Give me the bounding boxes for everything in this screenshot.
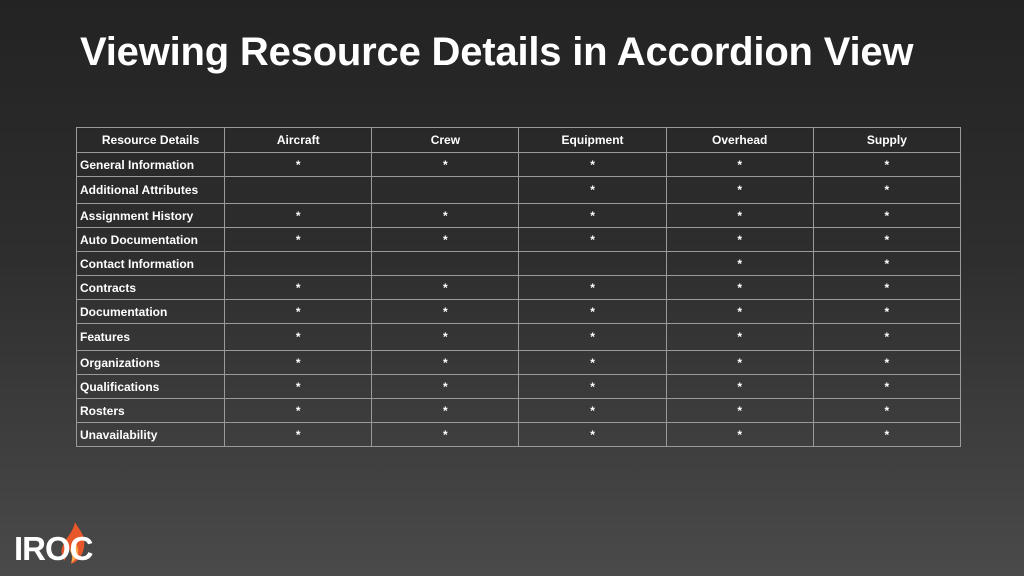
table-cell: * — [519, 228, 666, 252]
table-cell: * — [519, 177, 666, 204]
table-cell: * — [813, 375, 960, 399]
table-cell: * — [519, 300, 666, 324]
table-cell: * — [372, 204, 519, 228]
table-cell: * — [666, 228, 813, 252]
table-cell: * — [372, 276, 519, 300]
table-cell: * — [666, 375, 813, 399]
row-label: Organizations — [77, 351, 225, 375]
table-row — [77, 399, 961, 423]
table-cell: * — [225, 423, 372, 447]
column-header-overhead: Overhead — [666, 128, 813, 153]
table-row — [77, 300, 961, 324]
table-cell: * — [372, 300, 519, 324]
table-cell: * — [813, 300, 960, 324]
row-label: Contact Information — [77, 252, 225, 276]
row-label: Documentation — [77, 300, 225, 324]
table-cell: * — [813, 423, 960, 447]
table-cell: * — [225, 324, 372, 351]
row-label: Auto Documentation — [77, 228, 225, 252]
column-header-equipment: Equipment — [519, 128, 666, 153]
table-cell — [519, 252, 666, 276]
table-row — [77, 252, 961, 276]
table-cell — [225, 252, 372, 276]
table-cell: * — [225, 351, 372, 375]
table-cell: * — [372, 375, 519, 399]
logo-text: IROC — [14, 530, 93, 567]
table-cell — [372, 177, 519, 204]
table-cell — [225, 177, 372, 204]
table-cell: * — [666, 399, 813, 423]
row-label: General Information — [77, 153, 225, 177]
table-row — [77, 228, 961, 252]
table-cell: * — [666, 423, 813, 447]
table-row — [77, 375, 961, 399]
table-cell: * — [666, 300, 813, 324]
table-cell: * — [372, 423, 519, 447]
table-cell: * — [372, 324, 519, 351]
table-cell: * — [519, 204, 666, 228]
table-cell: * — [813, 351, 960, 375]
iroc-logo — [14, 520, 124, 570]
table-cell: * — [225, 276, 372, 300]
table-cell: * — [666, 177, 813, 204]
table-cell: * — [519, 351, 666, 375]
table-row — [77, 324, 961, 351]
column-header-crew: Crew — [372, 128, 519, 153]
table-cell: * — [372, 153, 519, 177]
table-cell: * — [519, 423, 666, 447]
table-row — [77, 177, 961, 204]
table-cell: * — [519, 153, 666, 177]
table-cell: * — [666, 351, 813, 375]
table-cell: * — [813, 177, 960, 204]
table-cell: * — [813, 324, 960, 351]
table-cell: * — [813, 399, 960, 423]
row-label: Rosters — [77, 399, 225, 423]
column-header-resource-details: Resource Details — [77, 128, 225, 153]
column-header-aircraft: Aircraft — [225, 128, 372, 153]
table-cell: * — [519, 276, 666, 300]
table-row — [77, 153, 961, 177]
table-cell: * — [519, 375, 666, 399]
table-cell: * — [666, 252, 813, 276]
table-row — [77, 276, 961, 300]
table-cell: * — [372, 351, 519, 375]
table-cell: * — [225, 300, 372, 324]
table-cell: * — [372, 228, 519, 252]
row-label: Contracts — [77, 276, 225, 300]
row-label: Additional Attributes — [77, 177, 225, 204]
table-row — [77, 204, 961, 228]
row-label: Unavailability — [77, 423, 225, 447]
column-header-supply: Supply — [813, 128, 960, 153]
table-cell: * — [813, 252, 960, 276]
table-cell: * — [372, 399, 519, 423]
table-cell: * — [813, 228, 960, 252]
table-cell: * — [225, 399, 372, 423]
resource-details-table-container — [76, 127, 961, 447]
slide-title: Viewing Resource Details in Accordion View — [80, 30, 914, 74]
table-cell: * — [225, 375, 372, 399]
table-cell — [372, 252, 519, 276]
table-cell: * — [666, 153, 813, 177]
table-cell: * — [666, 324, 813, 351]
table-cell: * — [225, 228, 372, 252]
table-cell: * — [666, 204, 813, 228]
table-cell: * — [519, 324, 666, 351]
resource-details-table — [76, 127, 961, 447]
table-cell: * — [813, 276, 960, 300]
table-row — [77, 351, 961, 375]
table-cell: * — [813, 153, 960, 177]
table-cell: * — [666, 276, 813, 300]
row-label: Qualifications — [77, 375, 225, 399]
table-cell: * — [225, 153, 372, 177]
table-cell: * — [813, 204, 960, 228]
table-header-row — [77, 128, 961, 153]
row-label: Assignment History — [77, 204, 225, 228]
table-cell: * — [225, 204, 372, 228]
row-label: Features — [77, 324, 225, 351]
table-row — [77, 423, 961, 447]
table-cell: * — [519, 399, 666, 423]
